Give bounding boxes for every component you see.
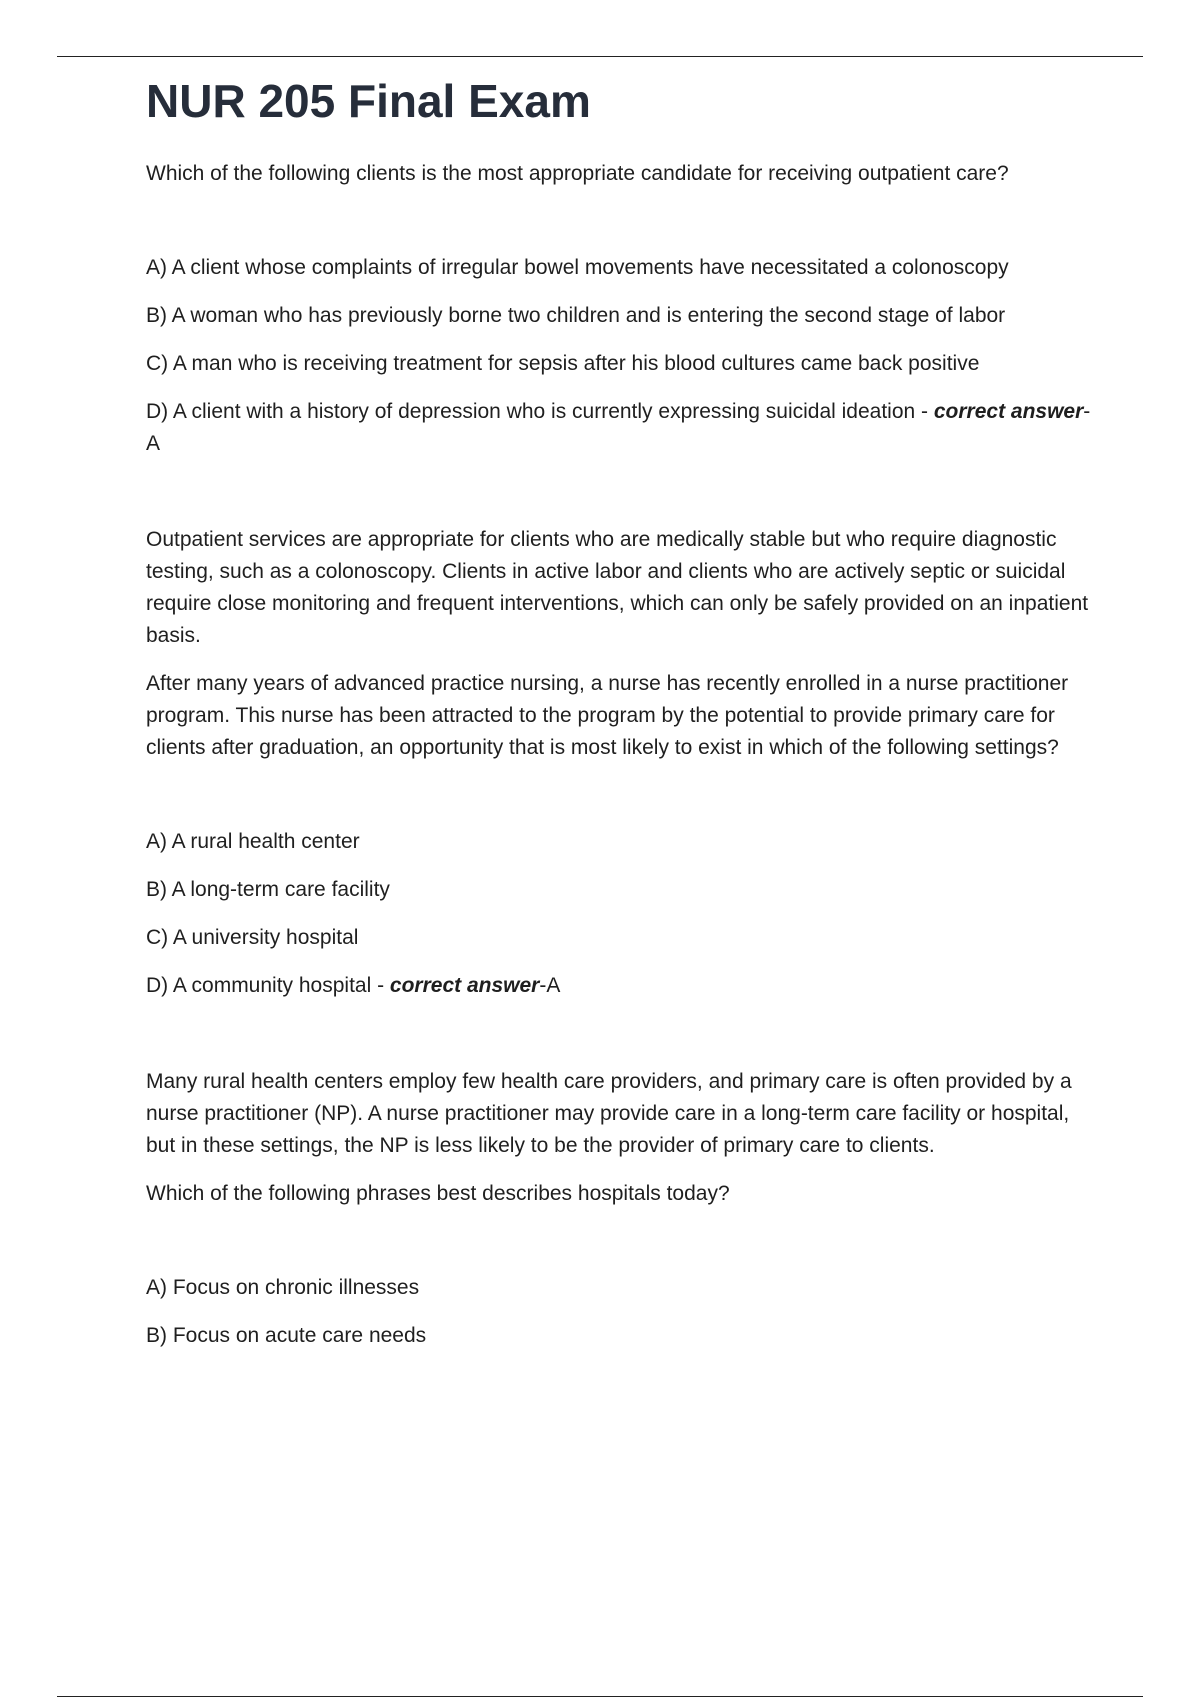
document-title: NUR 205 Final Exam	[146, 75, 591, 127]
question-stem: After many years of advanced practice nursing, a nurse has recently enrolled in a nurse practitioner program. This nurse has been attracted to the program by the potential to provide primary care for clients after graduation, an opportunity that is most likely to exist in which of the following settings?	[146, 672, 1069, 759]
question-block-2	[146, 668, 1096, 1162]
header-rule	[57, 56, 1143, 57]
answer-rationale: Many rural health centers employ few health care providers, and primary care is often provided by a nurse practitioner (NP). A nurse practitioner may provide care in a long-term care facility or hospital, but in these settings, the NP is less likely to be the provider of primary care to clients.	[146, 1070, 1072, 1157]
answer-option-a: A) A rural health center	[146, 830, 360, 853]
spacer	[146, 1002, 1096, 1066]
question-block-1	[146, 158, 1096, 652]
correct-answer-label: correct answer	[933, 400, 1084, 423]
correct-answer-label: correct answer	[389, 974, 540, 997]
question-block-3	[146, 1178, 1096, 1352]
answer-option-c: C) A university hospital	[146, 926, 359, 949]
answer-option-b: B) Focus on acute care needs	[146, 1324, 427, 1347]
answer-option-d	[146, 396, 1096, 460]
answer-option-a: A) Focus on chronic illnesses	[146, 1276, 420, 1299]
question-stem: Which of the following phrases best describes hospitals today?	[146, 1182, 730, 1205]
answer-option-b: B) A long-term care facility	[146, 878, 390, 901]
document-page	[146, 70, 1096, 1352]
answer-option-b: B) A woman who has previously borne two children and is entering the second stage of labor	[146, 304, 1006, 327]
correct-answer-value: -A	[539, 974, 561, 997]
answer-option-d-text: D) A client with a history of depression who is currently expressing suicidal ideation -	[146, 400, 934, 423]
question-stem: Which of the following clients is the most appropriate candidate for receiving outpatient care?	[146, 162, 1009, 185]
correct-answer-value: -A	[146, 400, 1091, 455]
answer-rationale: Outpatient services are appropriate for clients who are medically stable but who require diagnostic testing, such as a colonoscopy. Clients in active labor and clients who are actively septic or suicidal require close monitoring and frequent interventions, which can only be safely provided on an inpatient basis.	[146, 528, 1089, 647]
answer-option-a: A) A client whose complaints of irregular bowel movements have necessitated a colonoscopy	[146, 256, 1009, 279]
answer-option-d	[146, 970, 1096, 1002]
answer-option-d-text: D) A community hospital -	[146, 974, 390, 997]
footer-rule	[57, 1696, 1143, 1697]
spacer	[146, 460, 1096, 524]
answer-option-c: C) A man who is receiving treatment for sepsis after his blood cultures came back positive	[146, 352, 980, 375]
